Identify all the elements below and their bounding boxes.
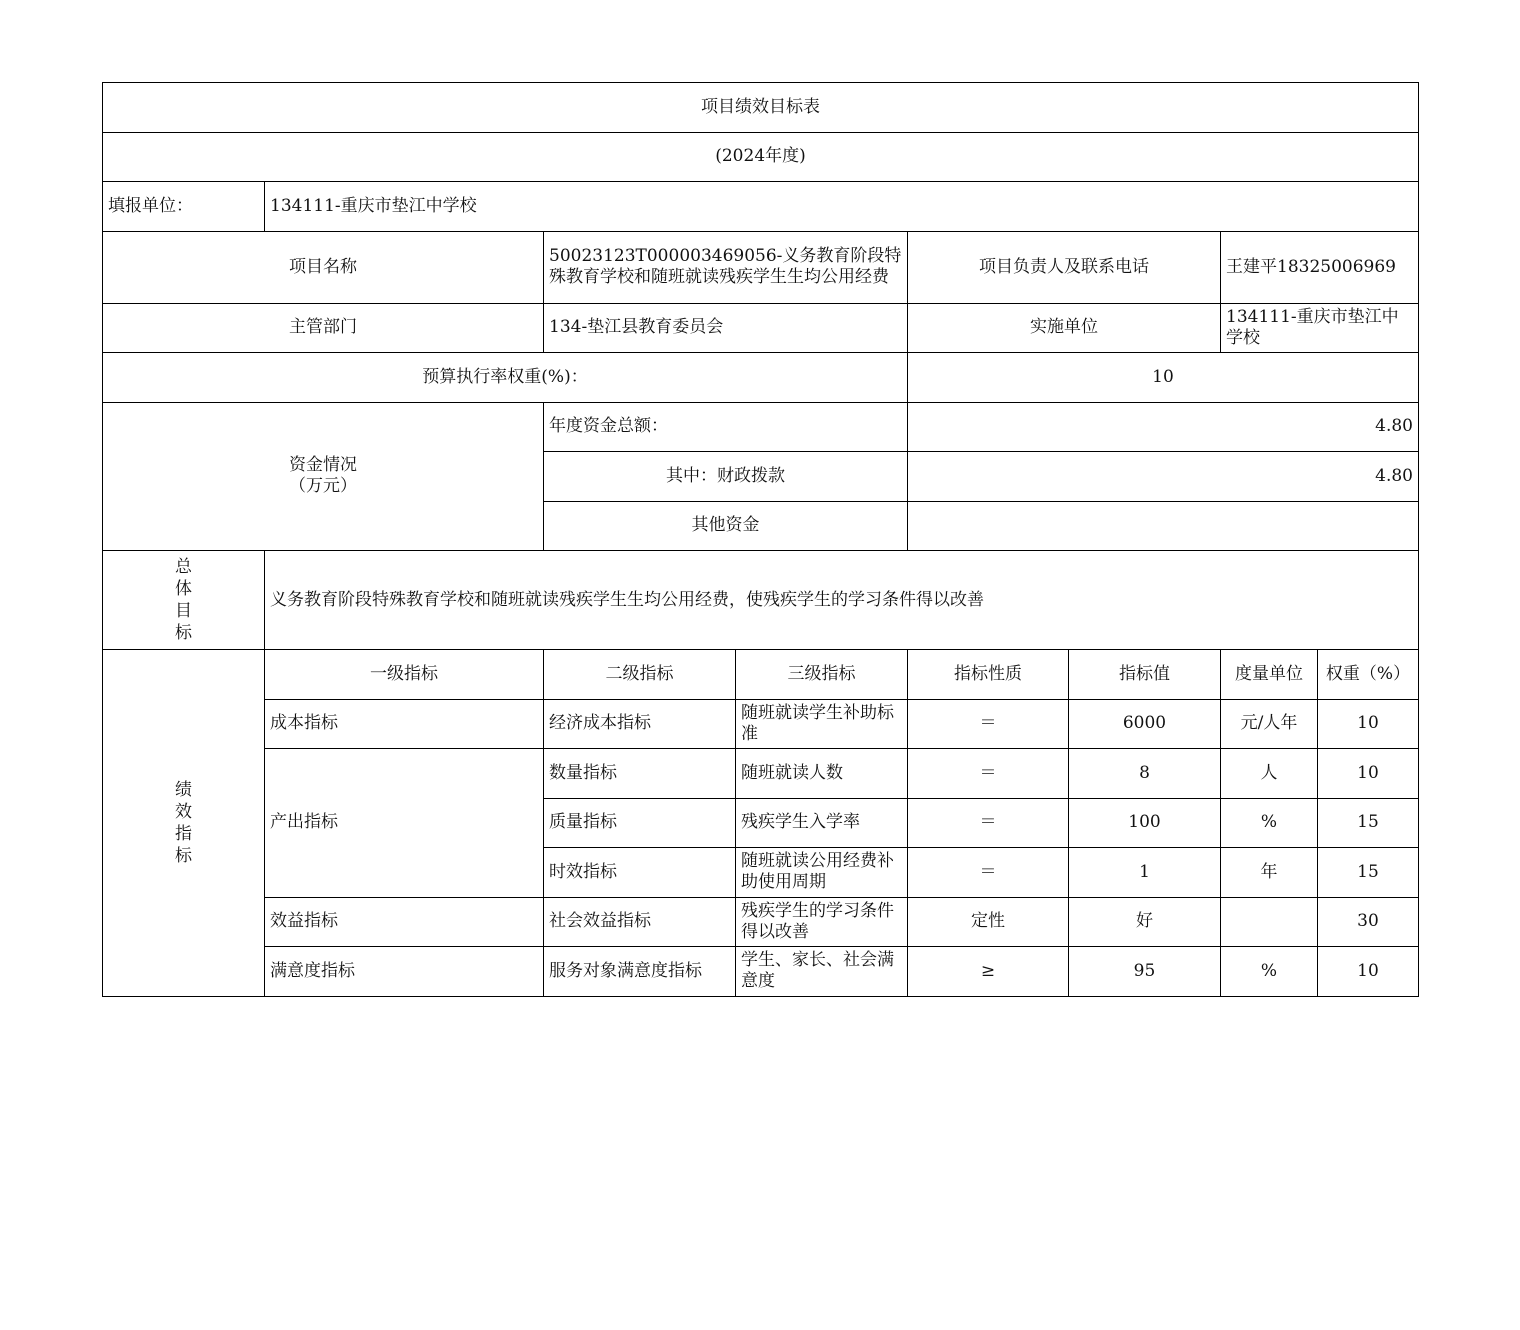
nature-cell: ＝ xyxy=(908,848,1069,898)
fill-unit-label: 填报单位： xyxy=(103,182,265,232)
level2-cell: 时效指标 xyxy=(544,848,736,898)
level3-cell: 随班就读学生补助标准 xyxy=(736,699,908,749)
nature-cell: ＝ xyxy=(908,798,1069,848)
project-name-value: 50023123T000003469056-义务教育阶段特殊教育学校和随班就读残疾学生生均公用经费 xyxy=(544,231,908,303)
level3-cell: 随班就读人数 xyxy=(736,749,908,799)
level3-cell: 随班就读公用经费补助使用周期 xyxy=(736,848,908,898)
unit-cell: % xyxy=(1221,798,1318,848)
budget-rate-value: 10 xyxy=(908,353,1419,403)
funds-other-value xyxy=(908,501,1419,551)
fill-unit-value: 134111-重庆市垫江中学校 xyxy=(265,182,1419,232)
value-cell: 好 xyxy=(1069,897,1221,947)
nature-cell: ≥ xyxy=(908,947,1069,997)
table-row xyxy=(103,897,1419,947)
header-weight: 权重（%） xyxy=(1318,650,1419,700)
project-contact-label: 项目负责人及联系电话 xyxy=(908,231,1221,303)
budget-rate-label: 预算执行率权重(%)： xyxy=(103,353,908,403)
weight-cell: 30 xyxy=(1318,897,1419,947)
funds-label-line1: 资金情况 xyxy=(289,455,357,476)
weight-cell: 10 xyxy=(1318,749,1419,799)
level2-cell: 质量指标 xyxy=(544,798,736,848)
funds-fiscal-value: 4.80 xyxy=(908,452,1419,502)
header-value: 指标值 xyxy=(1069,650,1221,700)
department-label: 主管部门 xyxy=(103,303,544,353)
nature-cell: ＝ xyxy=(908,749,1069,799)
nature-cell: 定性 xyxy=(908,897,1069,947)
table-row xyxy=(103,749,1419,799)
value-cell: 8 xyxy=(1069,749,1221,799)
weight-cell: 10 xyxy=(1318,947,1419,997)
implementing-unit-value: 134111-重庆市垫江中学校 xyxy=(1221,303,1419,353)
table-row xyxy=(103,947,1419,997)
page-subtitle: (2024年度) xyxy=(103,132,1419,182)
overall-goal-text: 义务教育阶段特殊教育学校和随班就读残疾学生生均公用经费，使残疾学生的学习条件得以改善 xyxy=(265,551,1419,650)
nature-cell: ＝ xyxy=(908,699,1069,749)
level2-cell: 数量指标 xyxy=(544,749,736,799)
level1-cell: 产出指标 xyxy=(265,749,544,898)
project-contact-value: 王建平18325006969 xyxy=(1221,231,1419,303)
weight-cell: 15 xyxy=(1318,848,1419,898)
header-level1: 一级指标 xyxy=(265,650,544,700)
level3-cell: 学生、家长、社会满意度 xyxy=(736,947,908,997)
header-level2: 二级指标 xyxy=(544,650,736,700)
level1-cell: 效益指标 xyxy=(265,897,544,947)
table-row xyxy=(103,699,1419,749)
page-title: 项目绩效目标表 xyxy=(103,83,1419,133)
unit-cell: 年 xyxy=(1221,848,1318,898)
unit-cell: % xyxy=(1221,947,1318,997)
level1-cell: 成本指标 xyxy=(265,699,544,749)
level2-cell: 经济成本指标 xyxy=(544,699,736,749)
level2-cell: 服务对象满意度指标 xyxy=(544,947,736,997)
header-unit: 度量单位 xyxy=(1221,650,1318,700)
value-cell: 95 xyxy=(1069,947,1221,997)
funds-total-value: 4.80 xyxy=(908,402,1419,452)
funds-label xyxy=(103,402,544,551)
funds-other-label: 其他资金 xyxy=(544,501,908,551)
level3-cell: 残疾学生的学习条件得以改善 xyxy=(736,897,908,947)
level1-cell: 满意度指标 xyxy=(265,947,544,997)
weight-cell: 10 xyxy=(1318,699,1419,749)
unit-cell: 人 xyxy=(1221,749,1318,799)
funds-total-label: 年度资金总额： xyxy=(544,402,908,452)
overall-goal-label-text: 总体目标 xyxy=(174,557,192,643)
unit-cell: 元/人年 xyxy=(1221,699,1318,749)
unit-cell xyxy=(1221,897,1318,947)
header-level3: 三级指标 xyxy=(736,650,908,700)
value-cell: 1 xyxy=(1069,848,1221,898)
value-cell: 6000 xyxy=(1069,699,1221,749)
level3-cell: 残疾学生入学率 xyxy=(736,798,908,848)
funds-label-line2: （万元） xyxy=(289,476,357,497)
level2-cell: 社会效益指标 xyxy=(544,897,736,947)
funds-fiscal-label: 其中：财政拨款 xyxy=(544,452,908,502)
implementing-unit-label: 实施单位 xyxy=(908,303,1221,353)
overall-goal-label xyxy=(103,551,265,650)
department-value: 134-垫江县教育委员会 xyxy=(544,303,908,353)
header-nature: 指标性质 xyxy=(908,650,1069,700)
indicators-label-text: 绩效指标 xyxy=(174,779,192,866)
project-name-label: 项目名称 xyxy=(103,231,544,303)
weight-cell: 15 xyxy=(1318,798,1419,848)
indicators-label xyxy=(103,650,265,997)
value-cell: 100 xyxy=(1069,798,1221,848)
performance-goal-table xyxy=(102,82,1419,997)
